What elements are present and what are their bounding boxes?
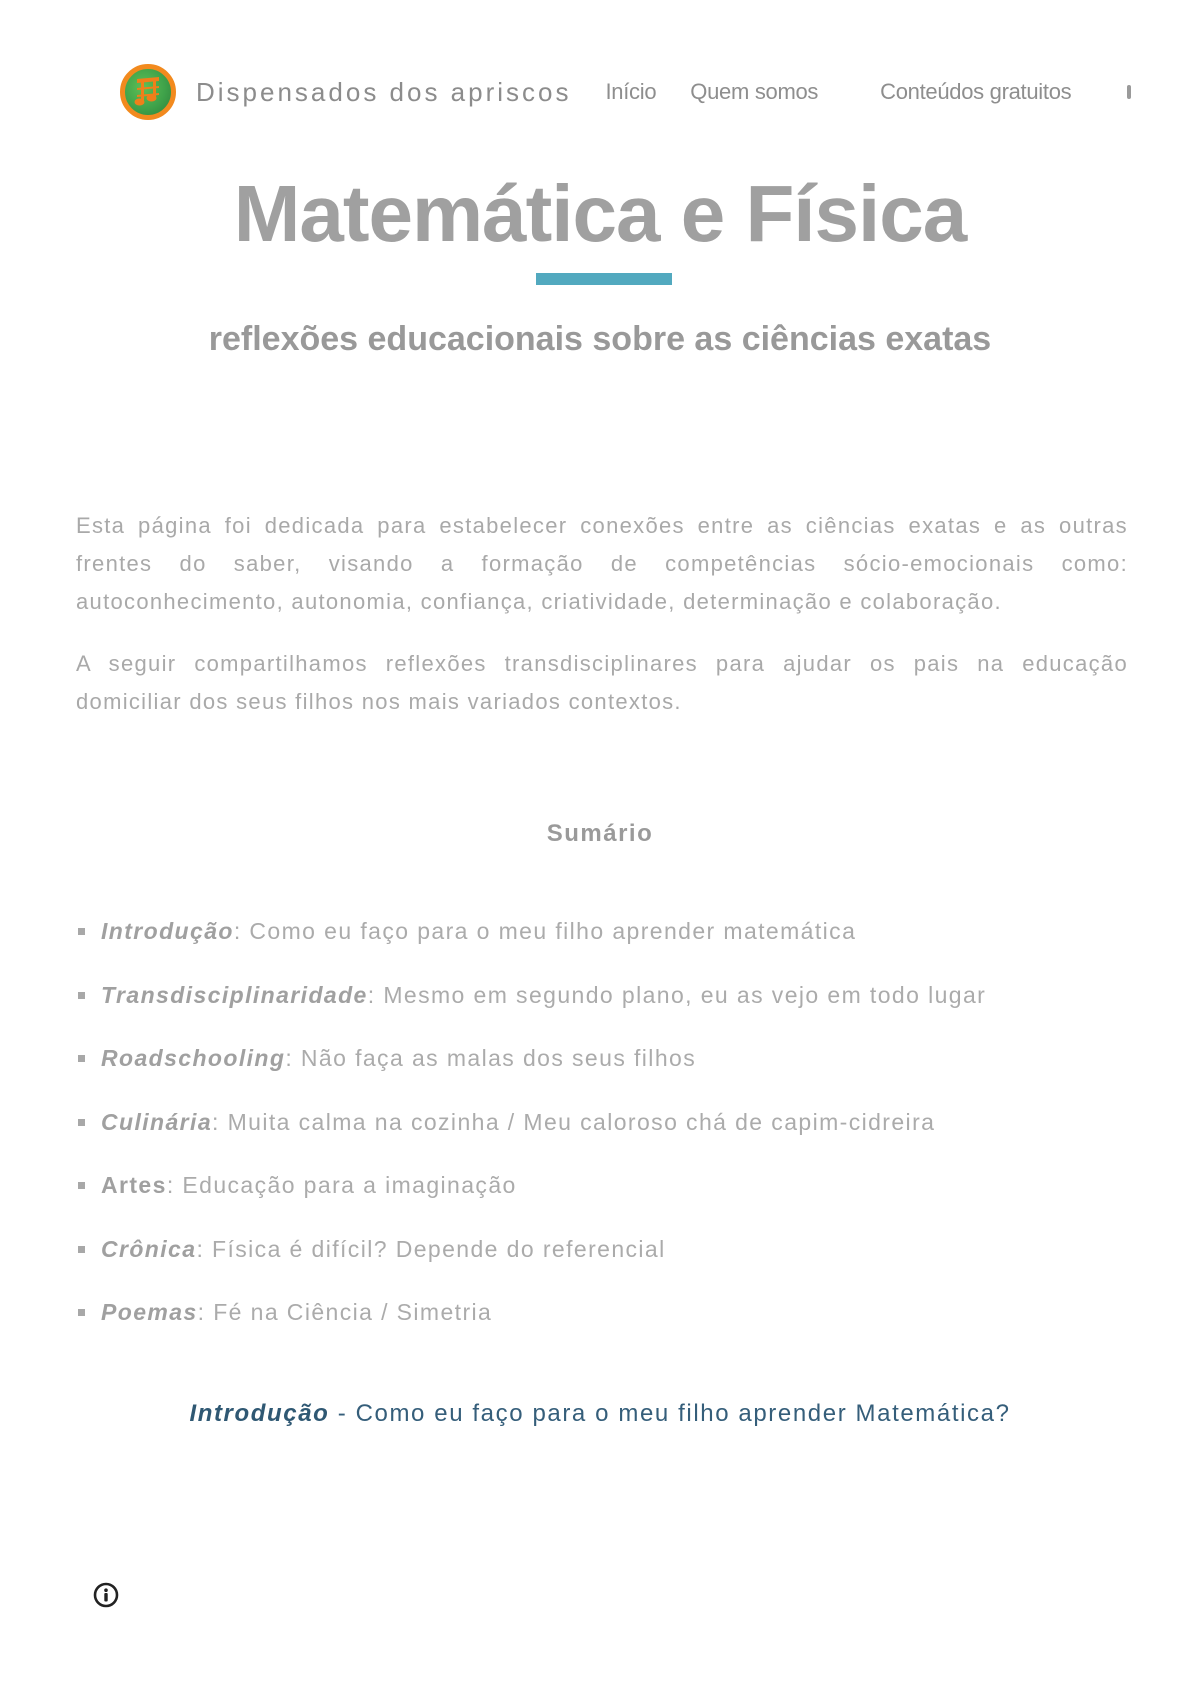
bullet-icon	[78, 1182, 85, 1189]
nav-item-inicio[interactable]: Início	[605, 79, 657, 104]
title-divider	[536, 273, 672, 285]
summary-item-culinaria[interactable]	[78, 1091, 986, 1155]
summary-title: Sumário	[546, 820, 654, 847]
summary-item-introducao[interactable]	[78, 900, 986, 964]
summary-item-text: : Mesmo em segundo plano, eu as vejo em todo lugar	[367, 981, 987, 1008]
summary-item-cronica[interactable]	[78, 1218, 986, 1282]
summary-item-text: : Fé na Ciência / Simetria	[197, 1299, 493, 1326]
summary-item-key[interactable]: Artes	[101, 1172, 167, 1199]
summary-item-transdisciplinaridade[interactable]	[78, 964, 986, 1028]
summary-list	[78, 900, 986, 1345]
info-icon[interactable]	[93, 1582, 119, 1608]
page-subtitle: reflexões educacionais sobre as ciências exatas	[208, 320, 992, 358]
introducao-link-text[interactable]: - Como eu faço para o meu filho aprender Matemática?	[329, 1400, 1011, 1427]
intro-paragraph-1: Esta página foi dedicada para estabelecer conexões entre as ciências exatas e as outras frentes do saber, visando a formação de competências sócio-emocionais como: autoconhecimento, autonomia, confiança, criatividade, determinação e colaboração.	[76, 513, 1128, 614]
bullet-icon	[78, 928, 85, 935]
summary-item-key[interactable]: Introdução	[101, 918, 234, 945]
introducao-section-link[interactable]	[0, 1400, 1200, 1428]
nav-item-conteudos-gratuitos[interactable]: Conteúdos gratuitos	[880, 79, 1072, 104]
summary-item-key[interactable]: Crônica	[101, 1235, 197, 1262]
site-title[interactable]: Dispensados dos apriscos	[196, 76, 572, 107]
summary-item-text: : Não faça as malas dos seus filhos	[285, 1045, 697, 1072]
summary-item-text: : Muita calma na cozinha / Meu caloroso chá de capim-cidreira	[212, 1108, 936, 1135]
summary-item-roadschooling[interactable]	[78, 1027, 986, 1091]
nav-item-quem-somos[interactable]: Quem somos	[690, 79, 819, 104]
site-header	[120, 62, 1150, 122]
nav-overflow-icon[interactable]	[1127, 85, 1131, 99]
summary-item-text: : Como eu faço para o meu filho aprender matemática	[233, 918, 857, 945]
intro-paragraph-2: A seguir compartilhamos reflexões transdisciplinares para ajudar os pais na educação domiciliar dos seus filhos nos mais variados contextos.	[76, 651, 1128, 714]
music-notes-globe-icon[interactable]	[120, 64, 176, 120]
summary-item-key[interactable]: Culinária	[101, 1108, 213, 1135]
summary-item-key[interactable]: Transdisciplinaridade	[101, 981, 368, 1008]
summary-item-text: : Educação para a imaginação	[166, 1172, 517, 1199]
summary-item-key[interactable]: Poemas	[101, 1299, 198, 1326]
summary-item-key[interactable]: Roadschooling	[101, 1045, 286, 1072]
bullet-icon	[78, 1246, 85, 1253]
introducao-link-key[interactable]: Introdução	[189, 1400, 330, 1427]
main-nav	[606, 79, 1132, 105]
bullet-icon	[78, 1119, 85, 1126]
page-title: Matemática e Física	[233, 169, 967, 258]
bullet-icon	[78, 1309, 85, 1316]
bullet-icon	[78, 1055, 85, 1062]
summary-item-poemas[interactable]	[78, 1281, 986, 1345]
bullet-icon	[78, 992, 85, 999]
summary-item-text: : Física é difícil? Depende do referencial	[196, 1235, 666, 1262]
summary-item-artes[interactable]	[78, 1154, 986, 1218]
